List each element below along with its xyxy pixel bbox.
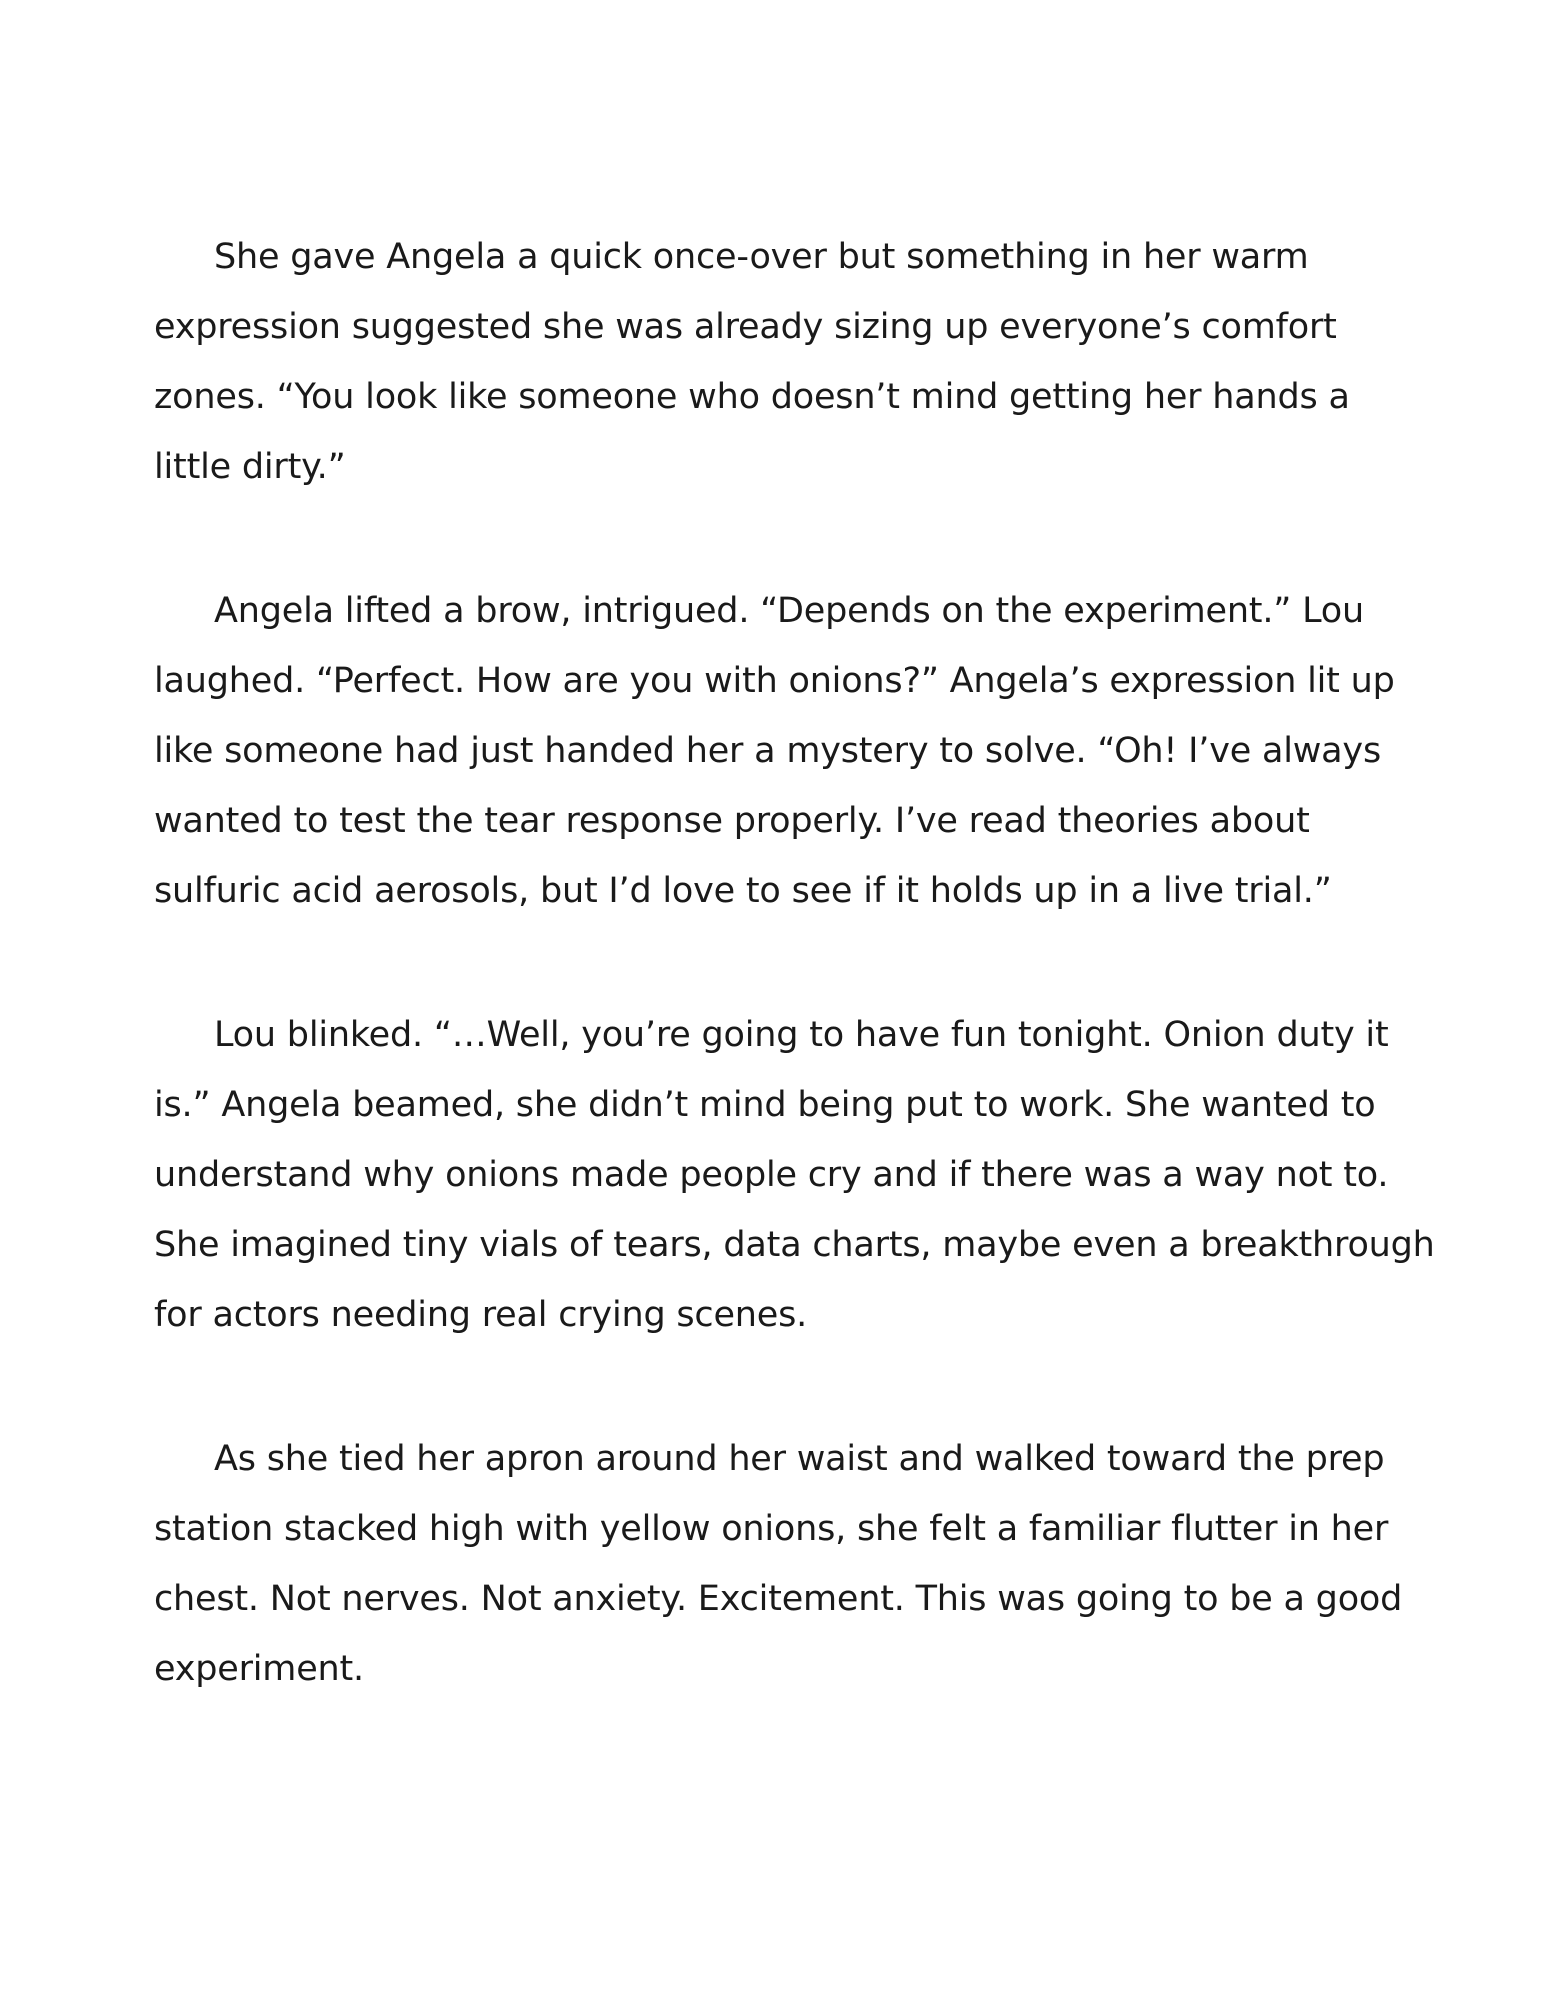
text-line: is.” Angela beamed, she didn’t mind being put to work. She wanted to [154,1085,1376,1125]
text-line: chest. Not nerves. Not anxiety. Excitement. This was going to be a good [154,1579,1403,1619]
text-line: experiment. [154,1649,364,1689]
text-line: sulfuric acid aerosols, but I’d love to see if it holds up in a live trial.” [154,871,1332,911]
text-line: little dirty.” [154,447,346,487]
text-line: understand why onions made people cry and if there was a way not to. [154,1155,1389,1195]
text-line: zones. “You look like someone who doesn’t mind getting her hands a [154,377,1350,417]
text-line: She imagined tiny vials of tears, data charts, maybe even a breakthrough [154,1225,1435,1265]
text-line: laughed. “Perfect. How are you with onions?” Angela’s expression lit up [154,661,1395,701]
paragraph-2 [154,576,1394,926]
body-text [154,222,1435,1704]
text-line: wanted to test the tear response properly. I’ve read theories about [154,801,1310,841]
text-line: expression suggested she was already sizing up everyone’s comfort [154,307,1337,347]
text-line: Angela lifted a brow, intrigued. “Depends on the experiment.” Lou [214,591,1364,631]
paragraph-3 [154,1000,1435,1350]
text-line: As she tied her apron around her waist and walked toward the prep [214,1439,1385,1479]
paragraph-spacer [154,502,1394,576]
text-line: like someone had just handed her a mystery to solve. “Oh! I’ve always [154,731,1381,771]
text-line: for actors needing real crying scenes. [154,1295,808,1335]
paragraph-spacer [154,926,1394,1000]
text-line: station stacked high with yellow onions, she felt a familiar flutter in her [154,1509,1389,1549]
text-line: Lou blinked. “…Well, you’re going to have fun tonight. Onion duty it [214,1015,1389,1055]
paragraph-1 [154,222,1394,502]
paragraph-spacer [154,1350,1394,1424]
paragraph-4 [154,1424,1403,1704]
text-line: She gave Angela a quick once-over but something in her warm [214,237,1309,277]
